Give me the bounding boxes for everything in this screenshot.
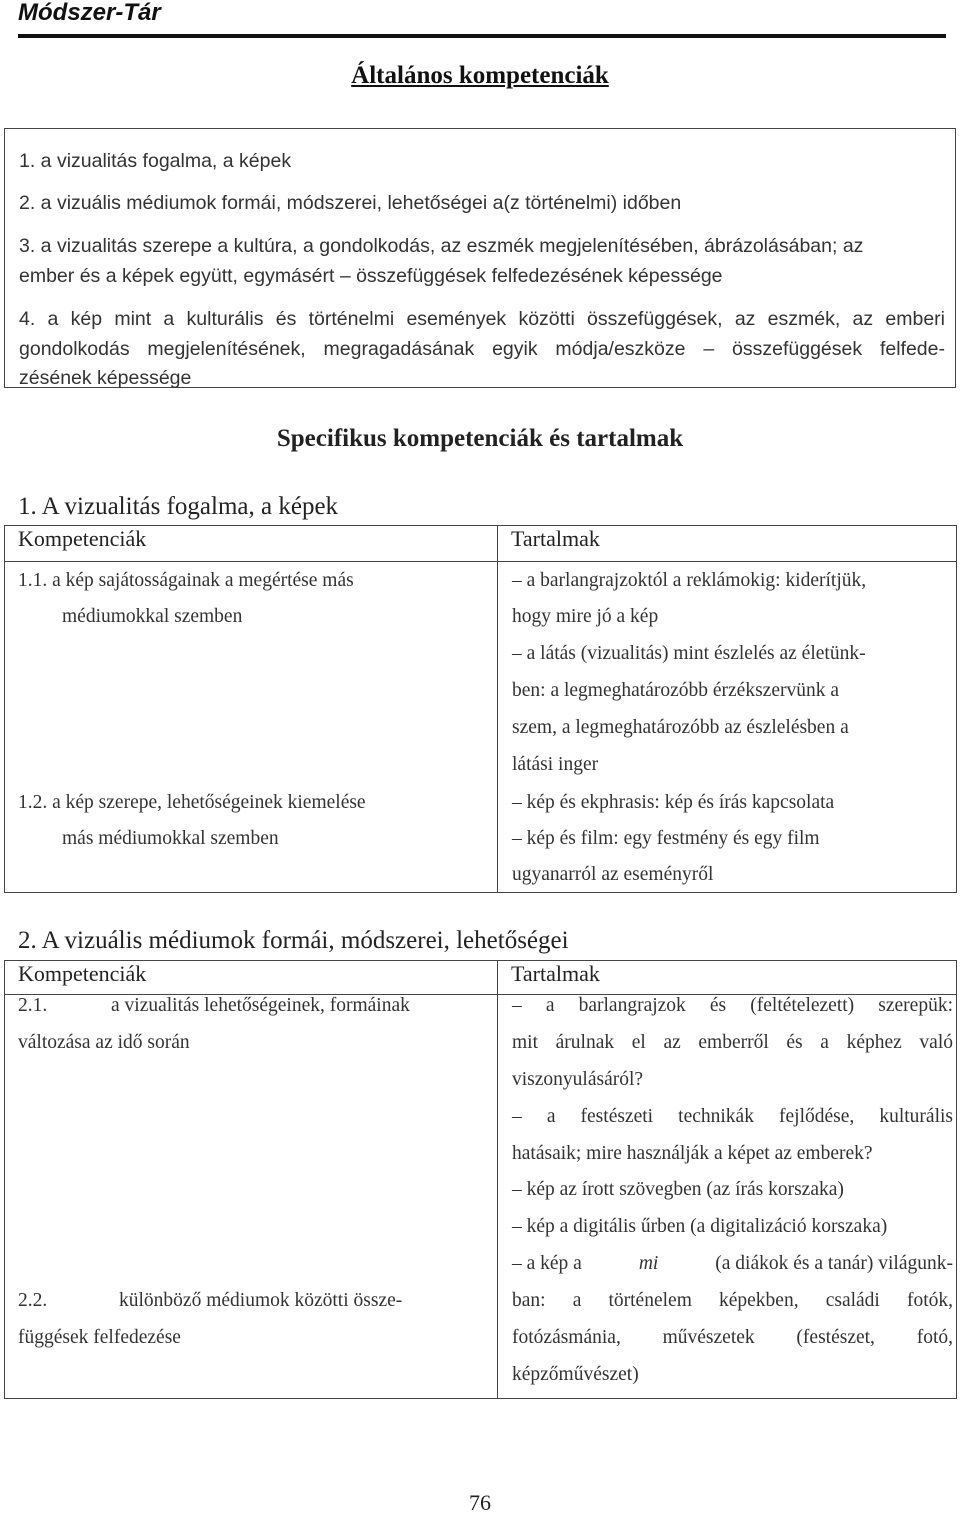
page-number: 76: [469, 1490, 491, 1515]
content-line: [512, 1245, 953, 1282]
content-line-part: – a kép a: [512, 1253, 582, 1274]
competency-1-1-cont: médiumokkal szemben: [62, 606, 243, 627]
content-line: – kép és film: egy festmény és egy film: [512, 828, 820, 849]
competency-2-1-number: 2.1.: [18, 995, 48, 1016]
competencies-cell: [5, 562, 498, 893]
general-competencies-title: Általános kompetenciák: [351, 62, 609, 89]
general-item: 3. a vizualitás szerepe a kultúra, a gondolkodás, az eszmék megjelenítésében, ábrázolásában; az: [19, 235, 864, 257]
competency-1-2: 1.2. a kép szerepe, lehetőségeinek kiemelése: [18, 792, 366, 813]
content-line: ben: a legmeghatározóbb érzékszervünk a: [512, 680, 840, 701]
content-line: hatásaik; mire használják a képet az emberek?: [512, 1143, 873, 1164]
contents-cell: [498, 995, 957, 1399]
content-line: hogy mire jó a kép: [512, 606, 659, 627]
competencies-cell: [5, 995, 498, 1399]
section-1-heading: 1. A vizualitás fogalma, a képek: [18, 493, 339, 520]
content-line: – kép és ekphrasis: kép és írás kapcsolata: [512, 792, 835, 813]
content-line: viszonyulásáról?: [512, 1069, 644, 1090]
content-line: – a festészeti technikák fejlődése, kulturális: [512, 1106, 953, 1127]
competency-1-1: 1.1. a kép sajátosságainak a megértése más: [18, 570, 354, 591]
specific-competencies-title: Specifikus kompetenciák és tartalmak: [276, 425, 684, 452]
contents-cell: [498, 562, 957, 893]
content-line: – a látás (vizualitás) mint észlelés az életünk-: [512, 643, 866, 664]
competency-2-2-number: 2.2.: [18, 1290, 48, 1311]
competency-1-2-cont: más médiumokkal szemben: [62, 828, 279, 849]
content-line: ban: a történelem képekben, családi fotók,: [512, 1290, 953, 1311]
content-line: – kép az írott szövegben (az írás korszaka): [512, 1179, 844, 1200]
content-line-part: (a diákok és a tanár) világunk-: [715, 1253, 953, 1274]
general-competencies-box: [4, 128, 956, 388]
competency-2-2: különböző médiumok közötti össze-: [119, 1290, 403, 1311]
general-item: gondolkodás megjelenítésének, megragadásának egyik módja/eszköze – összefüggések felfede-: [19, 338, 945, 360]
general-item: 1. a vizualitás fogalma, a képek: [19, 150, 292, 172]
content-line: látási inger: [512, 754, 599, 775]
content-line: – a barlangrajzoktól a reklámokig: kiderítjük,: [512, 570, 867, 591]
competency-2-1: a vizualitás lehetőségeinek, formáinak: [111, 995, 410, 1016]
section-2-table: [4, 960, 957, 1399]
col-header-contents: Tartalmak: [498, 961, 957, 995]
content-line: fotózásmánia, művészetek (festészet, fotó,: [512, 1327, 953, 1348]
content-line: ugyanarról az eseményről: [512, 864, 714, 885]
general-item: zésének képessége: [19, 367, 192, 389]
content-line: képzőművészet): [512, 1364, 639, 1385]
running-header: [18, 0, 946, 38]
general-item: 2. a vizuális médiumok formái, módszerei, lehetőségei a(z történelmi) időben: [19, 192, 682, 214]
section-1-table: [4, 525, 957, 893]
content-line-emphasis: mi: [638, 1253, 659, 1274]
col-header-competencies: Kompetenciák: [5, 526, 498, 562]
content-line: – a barlangrajzok és (feltételezett) szerepük:: [512, 995, 953, 1016]
col-header-competencies: Kompetenciák: [5, 961, 498, 995]
section-2-heading: 2. A vizuális médiumok formái, módszerei, lehetőségei: [18, 927, 569, 954]
content-line: szem, a legmeghatározóbb az észlelésben a: [512, 717, 849, 738]
general-item: 4. a kép mint a kulturális és történelmi események közötti összefüggések, az eszmék, az emberi: [19, 308, 945, 330]
general-item: ember és a képek együtt, egymásért – összefüggések felfedezésének képessége: [19, 265, 723, 287]
competency-2-2-cont: függések felfedezése: [18, 1327, 181, 1348]
brand-title: Módszer-Tár: [18, 0, 161, 26]
col-header-contents: Tartalmak: [498, 526, 957, 562]
content-line: mit árulnak el az emberről és a képhez való: [512, 1032, 953, 1053]
competency-2-1-cont: változása az idő során: [18, 1032, 190, 1053]
content-line: – kép a digitális űrben (a digitalizáció korszaka): [512, 1216, 888, 1237]
